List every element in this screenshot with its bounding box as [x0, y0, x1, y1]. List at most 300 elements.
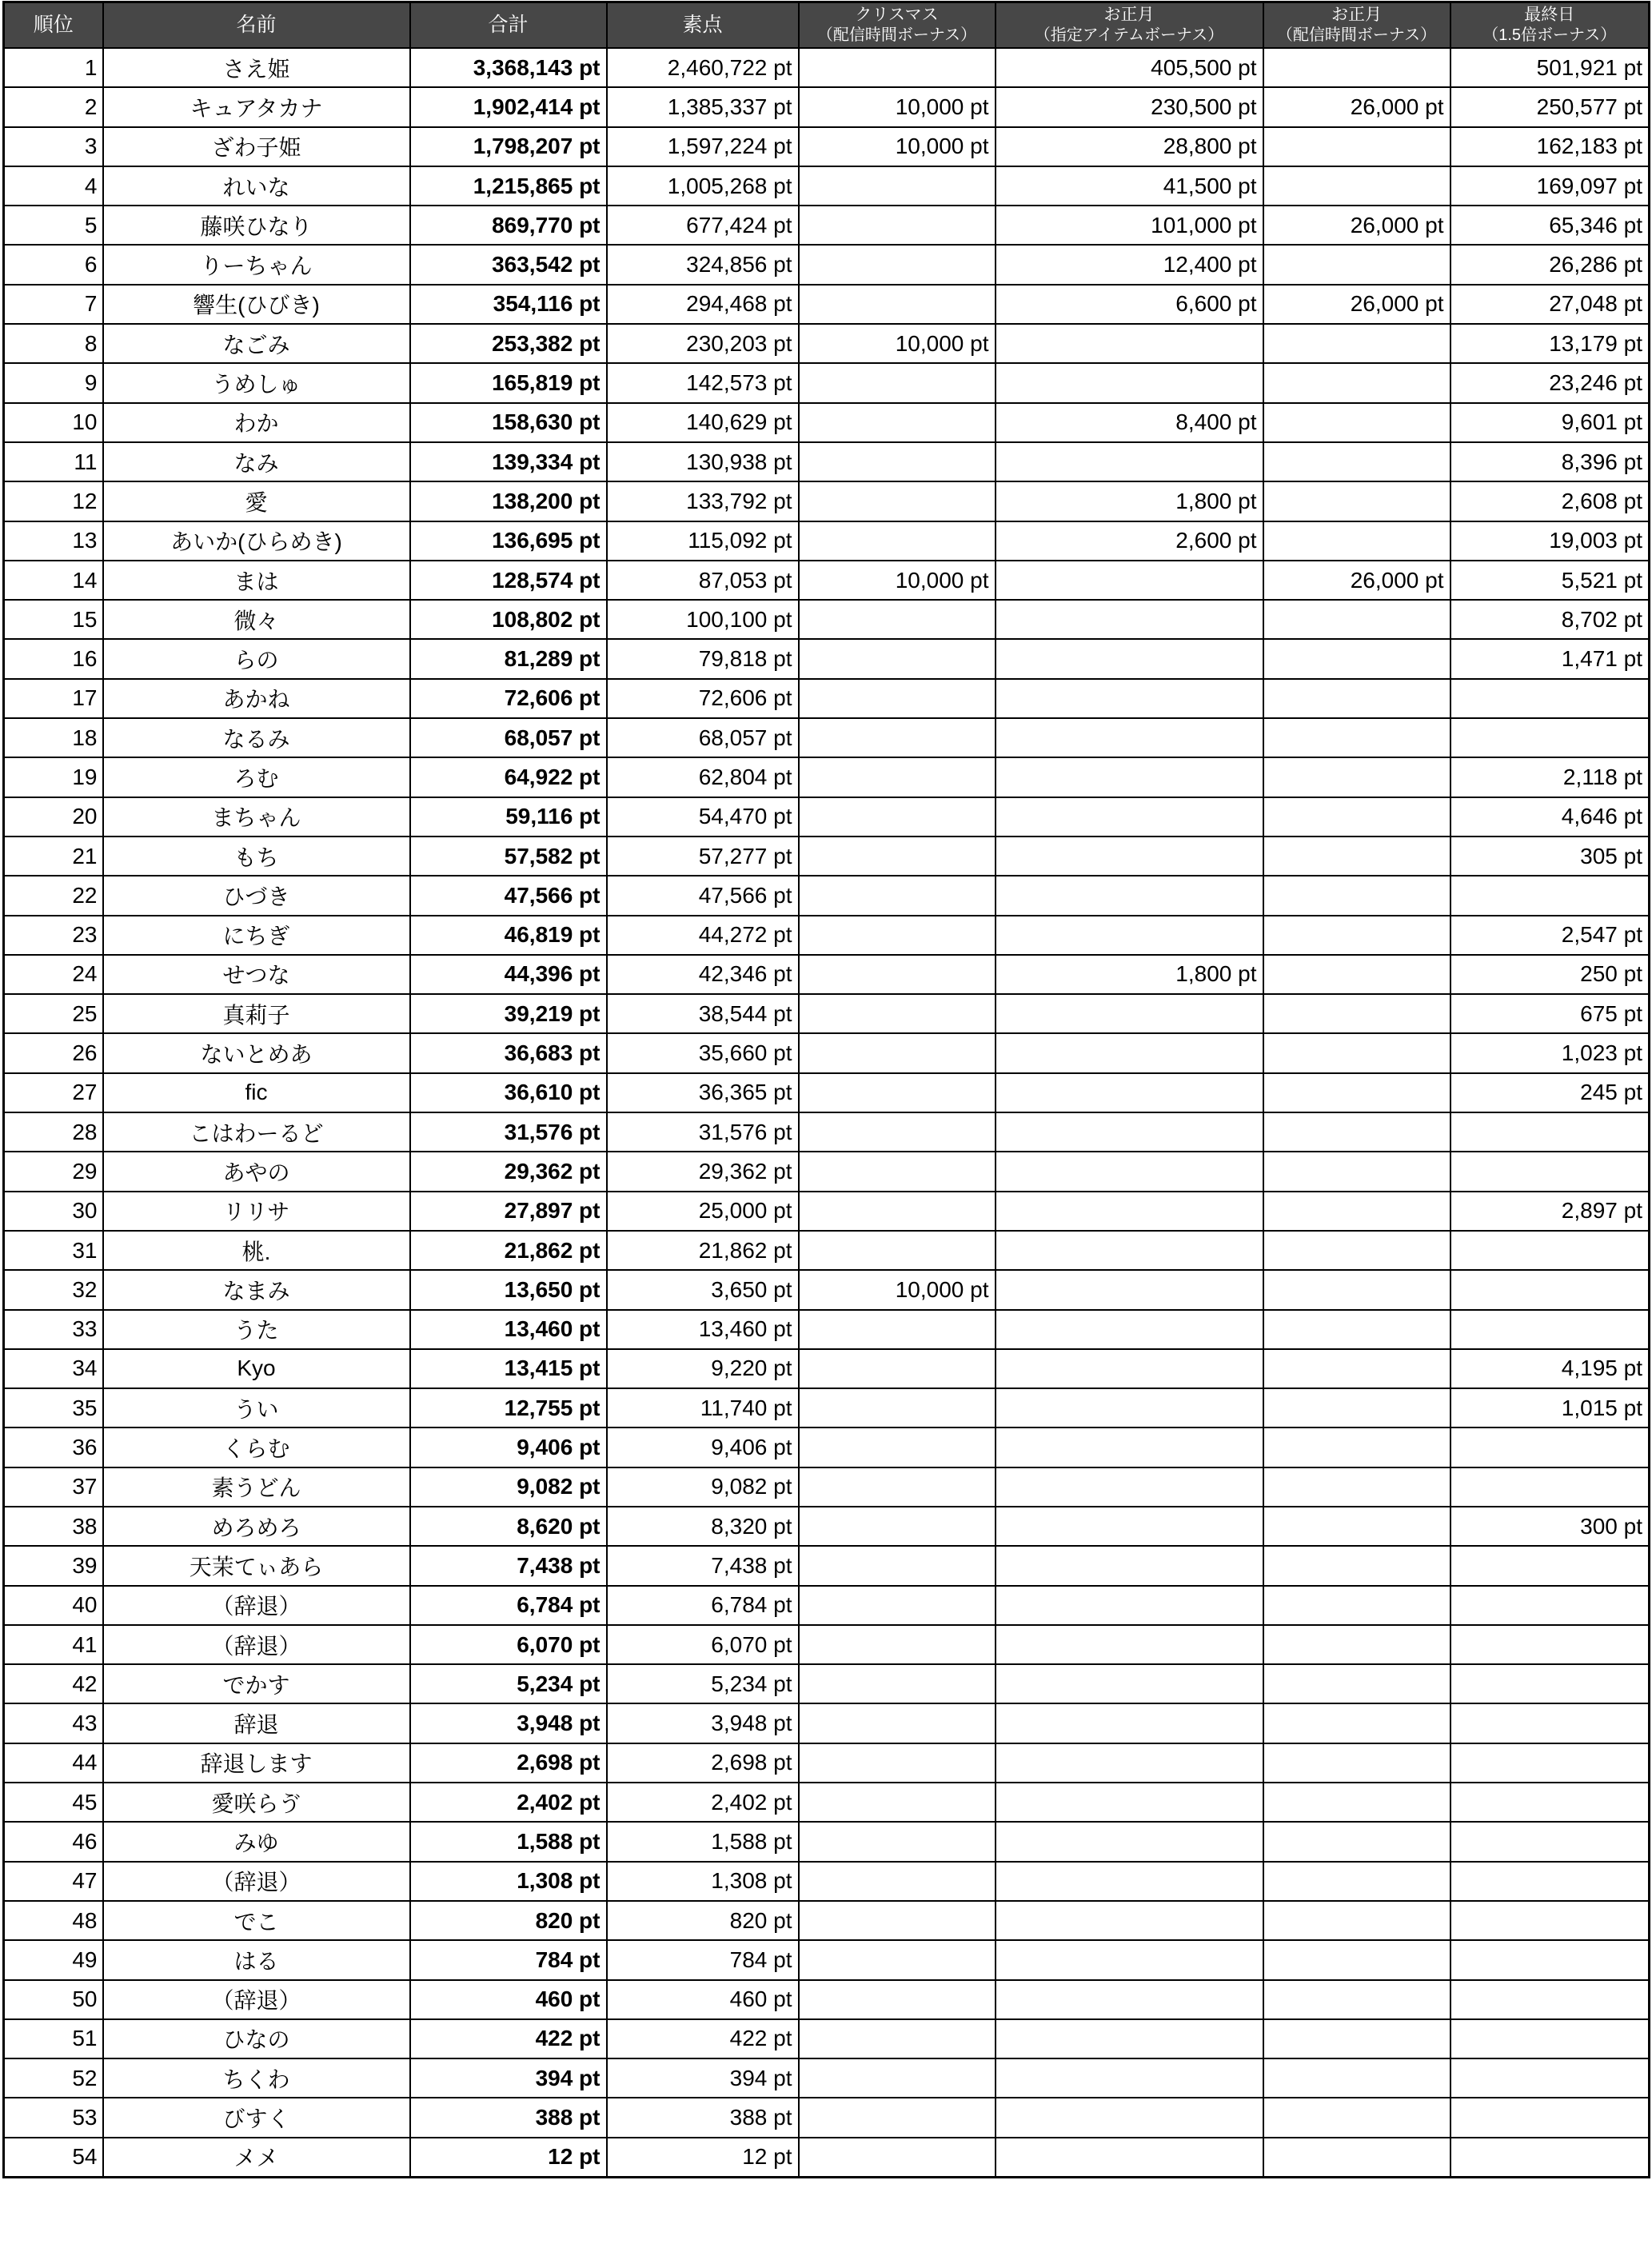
- cell-newyear-item-bonus: 101,000 pt: [996, 206, 1263, 245]
- cell-finalday-bonus: 9,601 pt: [1450, 403, 1650, 442]
- table-row: [4, 1664, 1650, 1703]
- cell-total: 13,650 pt: [410, 1270, 607, 1309]
- cell-name: ひなの: [103, 2019, 410, 2058]
- cell-newyear-item-bonus: [996, 1270, 1263, 1309]
- cell-raw-score: 1,385,337 pt: [607, 87, 799, 126]
- cell-newyear-time-bonus: [1263, 363, 1450, 402]
- cell-rank: 38: [4, 1507, 103, 1546]
- table-row: [4, 1152, 1650, 1191]
- cell-total: 5,234 pt: [410, 1664, 607, 1703]
- cell-raw-score: 42,346 pt: [607, 955, 799, 994]
- cell-name: わか: [103, 403, 410, 442]
- cell-name: （辞退）: [103, 1625, 410, 1664]
- cell-raw-score: 87,053 pt: [607, 561, 799, 600]
- cell-raw-score: 7,438 pt: [607, 1546, 799, 1585]
- cell-raw-score: 35,660 pt: [607, 1033, 799, 1072]
- cell-xmas-bonus: [799, 876, 996, 915]
- table-row: [4, 2138, 1650, 2178]
- cell-finalday-bonus: 27,048 pt: [1450, 285, 1650, 324]
- cell-finalday-bonus: [1450, 1664, 1650, 1703]
- cell-newyear-time-bonus: [1263, 1743, 1450, 1783]
- table-row: [4, 955, 1650, 994]
- cell-finalday-bonus: [1450, 718, 1650, 757]
- col-header-newyear-item-bonus-label: お正月: [1103, 6, 1155, 25]
- cell-total: 388 pt: [410, 2098, 607, 2137]
- cell-finalday-bonus: [1450, 2019, 1650, 2058]
- cell-rank: 8: [4, 324, 103, 363]
- cell-xmas-bonus: [799, 1940, 996, 1979]
- cell-finalday-bonus: 250,577 pt: [1450, 87, 1650, 126]
- cell-rank: 14: [4, 561, 103, 600]
- cell-raw-score: 3,650 pt: [607, 1270, 799, 1309]
- cell-raw-score: 47,566 pt: [607, 876, 799, 915]
- cell-finalday-bonus: [1450, 1270, 1650, 1309]
- cell-name: ざわ子姫: [103, 127, 410, 166]
- cell-total: 6,070 pt: [410, 1625, 607, 1664]
- cell-rank: 39: [4, 1546, 103, 1585]
- cell-finalday-bonus: [1450, 1822, 1650, 1861]
- cell-newyear-item-bonus: [996, 1231, 1263, 1270]
- cell-newyear-time-bonus: [1263, 757, 1450, 797]
- cell-total: 72,606 pt: [410, 679, 607, 718]
- table-row: [4, 1073, 1650, 1112]
- cell-total: 460 pt: [410, 1980, 607, 2019]
- cell-finalday-bonus: [1450, 679, 1650, 718]
- cell-xmas-bonus: [799, 1586, 996, 1625]
- table-row: [4, 1743, 1650, 1783]
- cell-name: ろむ: [103, 757, 410, 797]
- cell-rank: 27: [4, 1073, 103, 1112]
- cell-raw-score: 36,365 pt: [607, 1073, 799, 1112]
- cell-rank: 33: [4, 1310, 103, 1349]
- table-row: [4, 561, 1650, 600]
- cell-raw-score: 1,588 pt: [607, 1822, 799, 1861]
- cell-newyear-time-bonus: [1263, 837, 1450, 876]
- cell-newyear-item-bonus: [996, 1507, 1263, 1546]
- cell-finalday-bonus: 23,246 pt: [1450, 363, 1650, 402]
- cell-raw-score: 11,740 pt: [607, 1388, 799, 1427]
- table-body: [4, 48, 1650, 2178]
- cell-newyear-item-bonus: [996, 1152, 1263, 1191]
- cell-newyear-time-bonus: [1263, 1270, 1450, 1309]
- cell-xmas-bonus: [799, 1073, 996, 1112]
- cell-xmas-bonus: [799, 639, 996, 678]
- cell-rank: 31: [4, 1231, 103, 1270]
- cell-newyear-time-bonus: [1263, 1586, 1450, 1625]
- cell-rank: 3: [4, 127, 103, 166]
- cell-finalday-bonus: [1450, 1901, 1650, 1940]
- cell-rank: 2: [4, 87, 103, 126]
- cell-newyear-time-bonus: [1263, 639, 1450, 678]
- cell-rank: 13: [4, 521, 103, 561]
- cell-newyear-item-bonus: [996, 1073, 1263, 1112]
- cell-xmas-bonus: [799, 1231, 996, 1270]
- cell-newyear-item-bonus: [996, 639, 1263, 678]
- cell-newyear-time-bonus: [1263, 324, 1450, 363]
- cell-rank: 37: [4, 1467, 103, 1507]
- cell-name: （辞退）: [103, 1862, 410, 1901]
- col-header-finalday-bonus: [1450, 2, 1650, 49]
- cell-name: なまみ: [103, 1270, 410, 1309]
- cell-newyear-item-bonus: [996, 1743, 1263, 1783]
- cell-raw-score: 6,784 pt: [607, 1586, 799, 1625]
- cell-rank: 49: [4, 1940, 103, 1979]
- cell-raw-score: 9,082 pt: [607, 1467, 799, 1507]
- cell-name: もち: [103, 837, 410, 876]
- cell-finalday-bonus: 65,346 pt: [1450, 206, 1650, 245]
- cell-total: 81,289 pt: [410, 639, 607, 678]
- cell-rank: 5: [4, 206, 103, 245]
- cell-total: 7,438 pt: [410, 1546, 607, 1585]
- cell-total: 363,542 pt: [410, 245, 607, 284]
- cell-raw-score: 29,362 pt: [607, 1152, 799, 1191]
- cell-raw-score: 784 pt: [607, 1940, 799, 1979]
- table-row: [4, 206, 1650, 245]
- col-header-total-label: 合計: [488, 13, 529, 36]
- cell-newyear-time-bonus: [1263, 1388, 1450, 1427]
- cell-newyear-item-bonus: [996, 1586, 1263, 1625]
- cell-rank: 47: [4, 1862, 103, 1901]
- cell-newyear-item-bonus: [996, 1112, 1263, 1152]
- table-row: [4, 1783, 1650, 1822]
- cell-raw-score: 677,424 pt: [607, 206, 799, 245]
- cell-newyear-time-bonus: [1263, 1231, 1450, 1270]
- cell-finalday-bonus: [1450, 1862, 1650, 1901]
- cell-raw-score: 54,470 pt: [607, 797, 799, 837]
- cell-finalday-bonus: [1450, 1940, 1650, 1979]
- table-row: [4, 1033, 1650, 1072]
- cell-total: 64,922 pt: [410, 757, 607, 797]
- table-row: [4, 1862, 1650, 1901]
- cell-total: 39,219 pt: [410, 994, 607, 1033]
- table-row: [4, 1388, 1650, 1427]
- cell-newyear-time-bonus: [1263, 127, 1450, 166]
- cell-finalday-bonus: 300 pt: [1450, 1507, 1650, 1546]
- cell-newyear-time-bonus: [1263, 1073, 1450, 1112]
- cell-total: 869,770 pt: [410, 206, 607, 245]
- cell-total: 1,215,865 pt: [410, 166, 607, 206]
- cell-newyear-item-bonus: [996, 1427, 1263, 1467]
- cell-raw-score: 2,460,722 pt: [607, 48, 799, 87]
- table-row: [4, 1467, 1650, 1507]
- cell-newyear-time-bonus: [1263, 797, 1450, 837]
- cell-finalday-bonus: 4,195 pt: [1450, 1349, 1650, 1388]
- cell-rank: 48: [4, 1901, 103, 1940]
- cell-newyear-time-bonus: [1263, 876, 1450, 915]
- cell-finalday-bonus: [1450, 1427, 1650, 1467]
- table-row: [4, 1507, 1650, 1546]
- cell-raw-score: 68,057 pt: [607, 718, 799, 757]
- cell-total: 29,362 pt: [410, 1152, 607, 1191]
- cell-newyear-item-bonus: 2,600 pt: [996, 521, 1263, 561]
- cell-finalday-bonus: [1450, 2058, 1650, 2098]
- cell-raw-score: 21,862 pt: [607, 1231, 799, 1270]
- cell-xmas-bonus: 10,000 pt: [799, 561, 996, 600]
- cell-name: 辞退します: [103, 1743, 410, 1783]
- cell-total: 1,902,414 pt: [410, 87, 607, 126]
- cell-finalday-bonus: [1450, 1783, 1650, 1822]
- cell-name: 愛咲らゔ: [103, 1783, 410, 1822]
- cell-total: 46,819 pt: [410, 916, 607, 955]
- cell-name: （辞退）: [103, 1586, 410, 1625]
- cell-raw-score: 394 pt: [607, 2058, 799, 2098]
- table-row: [4, 1546, 1650, 1585]
- cell-rank: 28: [4, 1112, 103, 1152]
- cell-rank: 44: [4, 1743, 103, 1783]
- cell-name: うめしゅ: [103, 363, 410, 402]
- cell-rank: 4: [4, 166, 103, 206]
- cell-xmas-bonus: [799, 403, 996, 442]
- cell-finalday-bonus: 4,646 pt: [1450, 797, 1650, 837]
- cell-newyear-item-bonus: [996, 1192, 1263, 1231]
- col-header-xmas-bonus: [799, 2, 996, 49]
- cell-newyear-time-bonus: [1263, 1783, 1450, 1822]
- cell-newyear-item-bonus: [996, 1783, 1263, 1822]
- cell-rank: 54: [4, 2138, 103, 2178]
- cell-xmas-bonus: [799, 481, 996, 521]
- cell-total: 12 pt: [410, 2138, 607, 2178]
- cell-newyear-time-bonus: [1263, 1940, 1450, 1979]
- cell-newyear-item-bonus: [996, 876, 1263, 915]
- cell-name: くらむ: [103, 1427, 410, 1467]
- cell-name: らの: [103, 639, 410, 678]
- cell-raw-score: 140,629 pt: [607, 403, 799, 442]
- cell-xmas-bonus: [799, 1703, 996, 1743]
- cell-rank: 1: [4, 48, 103, 87]
- cell-newyear-item-bonus: [996, 324, 1263, 363]
- table-row: [4, 87, 1650, 126]
- cell-newyear-item-bonus: [996, 757, 1263, 797]
- cell-xmas-bonus: [799, 757, 996, 797]
- cell-xmas-bonus: [799, 797, 996, 837]
- cell-newyear-time-bonus: [1263, 1664, 1450, 1703]
- cell-name: Kyo: [103, 1349, 410, 1388]
- cell-newyear-item-bonus: [996, 1862, 1263, 1901]
- cell-newyear-time-bonus: [1263, 1467, 1450, 1507]
- cell-name: キュアタカナ: [103, 87, 410, 126]
- cell-xmas-bonus: [799, 166, 996, 206]
- col-header-raw-score-label: 素点: [682, 13, 723, 36]
- cell-name: まちゃん: [103, 797, 410, 837]
- cell-name: めろめろ: [103, 1507, 410, 1546]
- cell-newyear-item-bonus: 1,800 pt: [996, 481, 1263, 521]
- cell-total: 354,116 pt: [410, 285, 607, 324]
- table-header: [4, 2, 1650, 49]
- cell-rank: 52: [4, 2058, 103, 2098]
- col-header-total: [410, 2, 607, 49]
- cell-rank: 53: [4, 2098, 103, 2137]
- table-row: [4, 1231, 1650, 1270]
- cell-xmas-bonus: [799, 837, 996, 876]
- table-row: [4, 600, 1650, 639]
- cell-xmas-bonus: [799, 206, 996, 245]
- cell-finalday-bonus: 162,183 pt: [1450, 127, 1650, 166]
- cell-rank: 35: [4, 1388, 103, 1427]
- cell-total: 59,116 pt: [410, 797, 607, 837]
- cell-name: さえ姫: [103, 48, 410, 87]
- table-row: [4, 679, 1650, 718]
- cell-total: 784 pt: [410, 1940, 607, 1979]
- cell-newyear-item-bonus: [996, 797, 1263, 837]
- cell-newyear-item-bonus: [996, 1940, 1263, 1979]
- cell-total: 36,610 pt: [410, 1073, 607, 1112]
- col-header-finalday-bonus-sublabel: （1.5倍ボーナス）: [1482, 26, 1617, 44]
- cell-xmas-bonus: [799, 2138, 996, 2178]
- cell-raw-score: 133,792 pt: [607, 481, 799, 521]
- cell-newyear-time-bonus: [1263, 1901, 1450, 1940]
- cell-name: ないとめあ: [103, 1033, 410, 1072]
- cell-xmas-bonus: [799, 521, 996, 561]
- table-row: [4, 1427, 1650, 1467]
- table-row: [4, 442, 1650, 481]
- cell-name: あやの: [103, 1152, 410, 1191]
- cell-xmas-bonus: [799, 1783, 996, 1822]
- cell-xmas-bonus: [799, 2019, 996, 2058]
- cell-xmas-bonus: [799, 916, 996, 955]
- table-row: [4, 2098, 1650, 2137]
- cell-total: 394 pt: [410, 2058, 607, 2098]
- cell-raw-score: 8,320 pt: [607, 1507, 799, 1546]
- cell-total: 9,406 pt: [410, 1427, 607, 1467]
- cell-newyear-item-bonus: 405,500 pt: [996, 48, 1263, 87]
- cell-rank: 16: [4, 639, 103, 678]
- cell-newyear-time-bonus: [1263, 2138, 1450, 2178]
- cell-raw-score: 79,818 pt: [607, 639, 799, 678]
- cell-newyear-time-bonus: [1263, 1310, 1450, 1349]
- cell-total: 1,588 pt: [410, 1822, 607, 1861]
- table-row: [4, 1112, 1650, 1152]
- cell-newyear-item-bonus: [996, 1664, 1263, 1703]
- cell-finalday-bonus: [1450, 1310, 1650, 1349]
- cell-name: 桃.: [103, 1231, 410, 1270]
- cell-newyear-time-bonus: [1263, 1427, 1450, 1467]
- cell-total: 2,402 pt: [410, 1783, 607, 1822]
- cell-finalday-bonus: 8,396 pt: [1450, 442, 1650, 481]
- table-row: [4, 916, 1650, 955]
- table-row: [4, 994, 1650, 1033]
- cell-xmas-bonus: [799, 1507, 996, 1546]
- cell-name: せつな: [103, 955, 410, 994]
- cell-total: 36,683 pt: [410, 1033, 607, 1072]
- cell-rank: 41: [4, 1625, 103, 1664]
- header-row: [4, 2, 1650, 49]
- cell-raw-score: 3,948 pt: [607, 1703, 799, 1743]
- cell-raw-score: 13,460 pt: [607, 1310, 799, 1349]
- cell-total: 108,802 pt: [410, 600, 607, 639]
- cell-total: 8,620 pt: [410, 1507, 607, 1546]
- cell-raw-score: 2,698 pt: [607, 1743, 799, 1783]
- cell-newyear-time-bonus: 26,000 pt: [1263, 206, 1450, 245]
- cell-total: 1,308 pt: [410, 1862, 607, 1901]
- table-row: [4, 1940, 1650, 1979]
- cell-newyear-time-bonus: [1263, 994, 1450, 1033]
- cell-rank: 7: [4, 285, 103, 324]
- cell-newyear-item-bonus: [996, 837, 1263, 876]
- cell-xmas-bonus: [799, 1743, 996, 1783]
- cell-finalday-bonus: [1450, 1980, 1650, 2019]
- cell-rank: 43: [4, 1703, 103, 1743]
- cell-finalday-bonus: [1450, 1231, 1650, 1270]
- cell-newyear-time-bonus: [1263, 1862, 1450, 1901]
- col-header-name: [103, 2, 410, 49]
- table-row: [4, 1901, 1650, 1940]
- cell-finalday-bonus: [1450, 2138, 1650, 2178]
- cell-finalday-bonus: [1450, 876, 1650, 915]
- cell-newyear-item-bonus: [996, 1467, 1263, 1507]
- cell-xmas-bonus: [799, 2058, 996, 2098]
- cell-name: 響生(ひびき): [103, 285, 410, 324]
- cell-raw-score: 57,277 pt: [607, 837, 799, 876]
- table-row: [4, 837, 1650, 876]
- table-row: [4, 481, 1650, 521]
- cell-rank: 30: [4, 1192, 103, 1231]
- cell-newyear-item-bonus: 41,500 pt: [996, 166, 1263, 206]
- cell-finalday-bonus: 169,097 pt: [1450, 166, 1650, 206]
- cell-newyear-time-bonus: [1263, 481, 1450, 521]
- col-header-rank: [4, 2, 103, 49]
- cell-xmas-bonus: [799, 955, 996, 994]
- cell-rank: 40: [4, 1586, 103, 1625]
- cell-newyear-time-bonus: [1263, 955, 1450, 994]
- cell-total: 68,057 pt: [410, 718, 607, 757]
- cell-name: まは: [103, 561, 410, 600]
- cell-finalday-bonus: [1450, 1152, 1650, 1191]
- cell-newyear-item-bonus: 6,600 pt: [996, 285, 1263, 324]
- cell-newyear-item-bonus: [996, 600, 1263, 639]
- cell-raw-score: 1,597,224 pt: [607, 127, 799, 166]
- cell-total: 128,574 pt: [410, 561, 607, 600]
- cell-newyear-item-bonus: [996, 2098, 1263, 2137]
- cell-newyear-item-bonus: [996, 2138, 1263, 2178]
- cell-raw-score: 2,402 pt: [607, 1783, 799, 1822]
- cell-newyear-time-bonus: [1263, 679, 1450, 718]
- cell-raw-score: 388 pt: [607, 2098, 799, 2137]
- table-row: [4, 403, 1650, 442]
- cell-xmas-bonus: [799, 679, 996, 718]
- cell-raw-score: 6,070 pt: [607, 1625, 799, 1664]
- table-row: [4, 1270, 1650, 1309]
- cell-newyear-item-bonus: 1,800 pt: [996, 955, 1263, 994]
- cell-newyear-item-bonus: 230,500 pt: [996, 87, 1263, 126]
- cell-raw-score: 31,576 pt: [607, 1112, 799, 1152]
- table-row: [4, 1310, 1650, 1349]
- col-header-name-label: 名前: [236, 13, 277, 36]
- cell-newyear-item-bonus: [996, 1388, 1263, 1427]
- cell-total: 2,698 pt: [410, 1743, 607, 1783]
- cell-rank: 24: [4, 955, 103, 994]
- cell-newyear-time-bonus: [1263, 1112, 1450, 1152]
- cell-name: 愛: [103, 481, 410, 521]
- cell-newyear-time-bonus: [1263, 1507, 1450, 1546]
- cell-newyear-time-bonus: [1263, 718, 1450, 757]
- cell-xmas-bonus: [799, 1664, 996, 1703]
- cell-total: 165,819 pt: [410, 363, 607, 402]
- cell-newyear-time-bonus: [1263, 521, 1450, 561]
- cell-rank: 11: [4, 442, 103, 481]
- cell-total: 820 pt: [410, 1901, 607, 1940]
- cell-newyear-item-bonus: [996, 1822, 1263, 1861]
- cell-rank: 32: [4, 1270, 103, 1309]
- col-header-rank-label: 順位: [33, 13, 74, 36]
- cell-xmas-bonus: [799, 1546, 996, 1585]
- cell-name: 微々: [103, 600, 410, 639]
- table-row: [4, 1980, 1650, 2019]
- cell-name: にちぎ: [103, 916, 410, 955]
- cell-xmas-bonus: 10,000 pt: [799, 324, 996, 363]
- cell-newyear-time-bonus: 26,000 pt: [1263, 285, 1450, 324]
- cell-rank: 19: [4, 757, 103, 797]
- col-header-finalday-bonus-label: 最終日: [1524, 6, 1575, 25]
